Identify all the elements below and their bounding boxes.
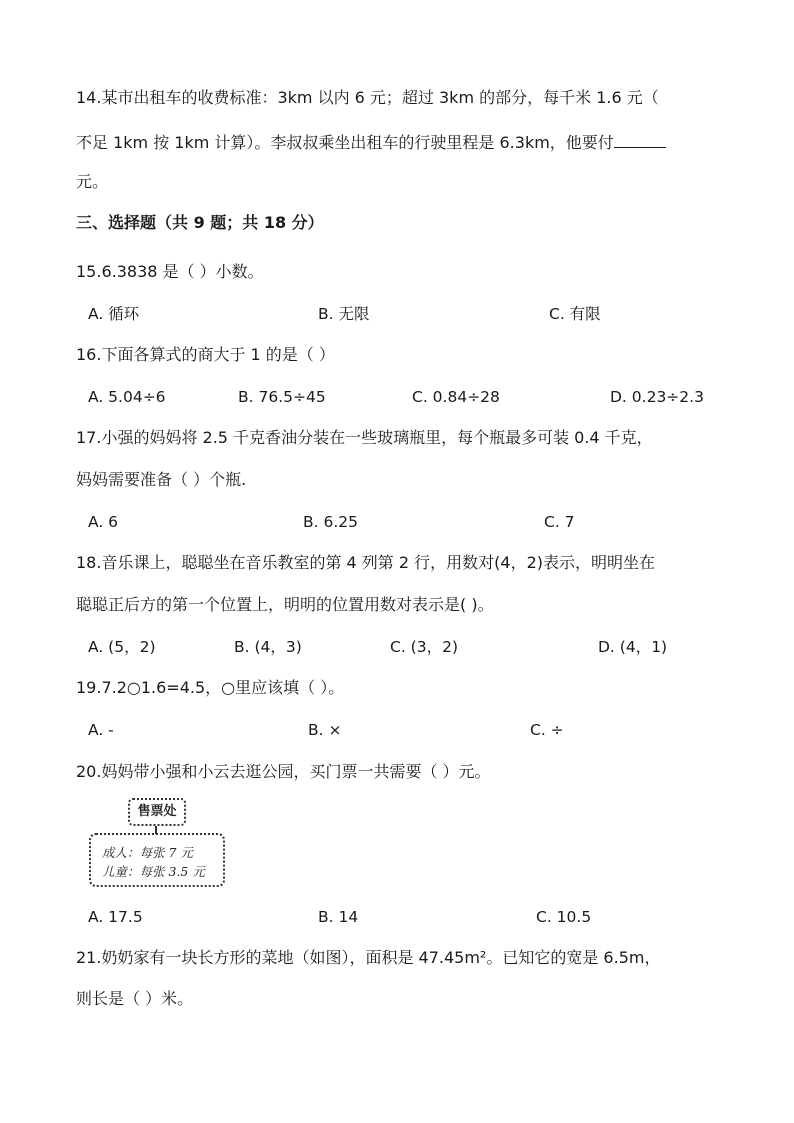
q20-text: 20.妈妈带小强和小云去逛公园，买门票一共需要（ ）元。 (76, 762, 491, 781)
q17-option-b[interactable]: B. 6.25 (303, 513, 358, 531)
adult-price: 成人：每张 7 元 (102, 845, 193, 860)
ticket-price-board (89, 833, 225, 887)
q14-line-2-text: 不足 1km 按 1km 计算）。李叔叔乘坐出租车的行驶里程是 6.3km，他要付 (76, 133, 614, 152)
q16-option-a[interactable]: A. 5.04÷6 (88, 388, 166, 406)
q15-option-b[interactable]: B. 无限 (318, 305, 370, 323)
q19-text: 19.7.2○1.6=4.5，○里应该填（ ）。 (76, 678, 345, 697)
child-price: 儿童：每张 3.5 元 (102, 864, 205, 879)
q15-option-a[interactable]: A. 循环 (88, 305, 140, 323)
q21-line-1: 21.奶奶家有一块长方形的菜地（如图），面积是 47.45m²。已知它的宽是 6.5m， (76, 948, 661, 967)
answer-blank[interactable] (614, 132, 666, 148)
q14-line-2 (76, 132, 726, 153)
q16-option-d[interactable]: D. 0.23÷2.3 (610, 388, 704, 406)
ticket-office-sign: 售票处 (128, 798, 186, 826)
q16-option-b[interactable]: B. 76.5÷45 (238, 388, 326, 406)
q19-option-b[interactable]: B. × (308, 721, 342, 739)
q17-option-a[interactable]: A. 6 (88, 513, 119, 531)
q21-line-2: 则长是（ ）米。 (76, 989, 194, 1008)
q20-option-c[interactable]: C. 10.5 (536, 908, 592, 926)
section-3-title: 三、选择题（共 9 题；共 18 分） (76, 213, 324, 232)
q17-line-1: 17.小强的妈妈将 2.5 千克香油分装在一些玻璃瓶里，每个瓶最多可装 0.4 千克， (76, 428, 653, 447)
q15-option-c[interactable]: C. 有限 (549, 305, 601, 323)
q17-option-c[interactable]: C. 7 (544, 513, 575, 531)
q20-option-b[interactable]: B. 14 (318, 908, 359, 926)
q18-option-a[interactable]: A. (5，2) (88, 638, 156, 656)
q19-option-a[interactable]: A. - (88, 721, 114, 739)
q14-line-3: 元。 (76, 172, 109, 191)
q18-option-c[interactable]: C. (3，2) (390, 638, 458, 656)
q18-option-d[interactable]: D. (4，1) (598, 638, 668, 656)
q18-line-2: 聪聪正后方的第一个位置上，明明的位置用数对表示是( )。 (76, 595, 494, 614)
q14-line-1: 14.某市出租车的收费标准：3km 以内 6 元；超过 3km 的部分，每千米 1.6 元（ (76, 88, 659, 107)
q18-line-1: 18.音乐课上，聪聪坐在音乐教室的第 4 列第 2 行，用数对(4，2)表示，明明坐在 (76, 553, 655, 572)
q20-option-a[interactable]: A. 17.5 (88, 908, 143, 926)
q16-text: 16.下面各算式的商大于 1 的是（ ） (76, 345, 335, 364)
q15-text: 15.6.3838 是（ ）小数。 (76, 262, 264, 281)
q19-option-c[interactable]: C. ÷ (530, 721, 564, 739)
q16-option-c[interactable]: C. 0.84÷28 (412, 388, 500, 406)
q18-option-b[interactable]: B. (4，3) (234, 638, 302, 656)
q17-line-2: 妈妈需要准备（ ）个瓶. (76, 470, 247, 489)
